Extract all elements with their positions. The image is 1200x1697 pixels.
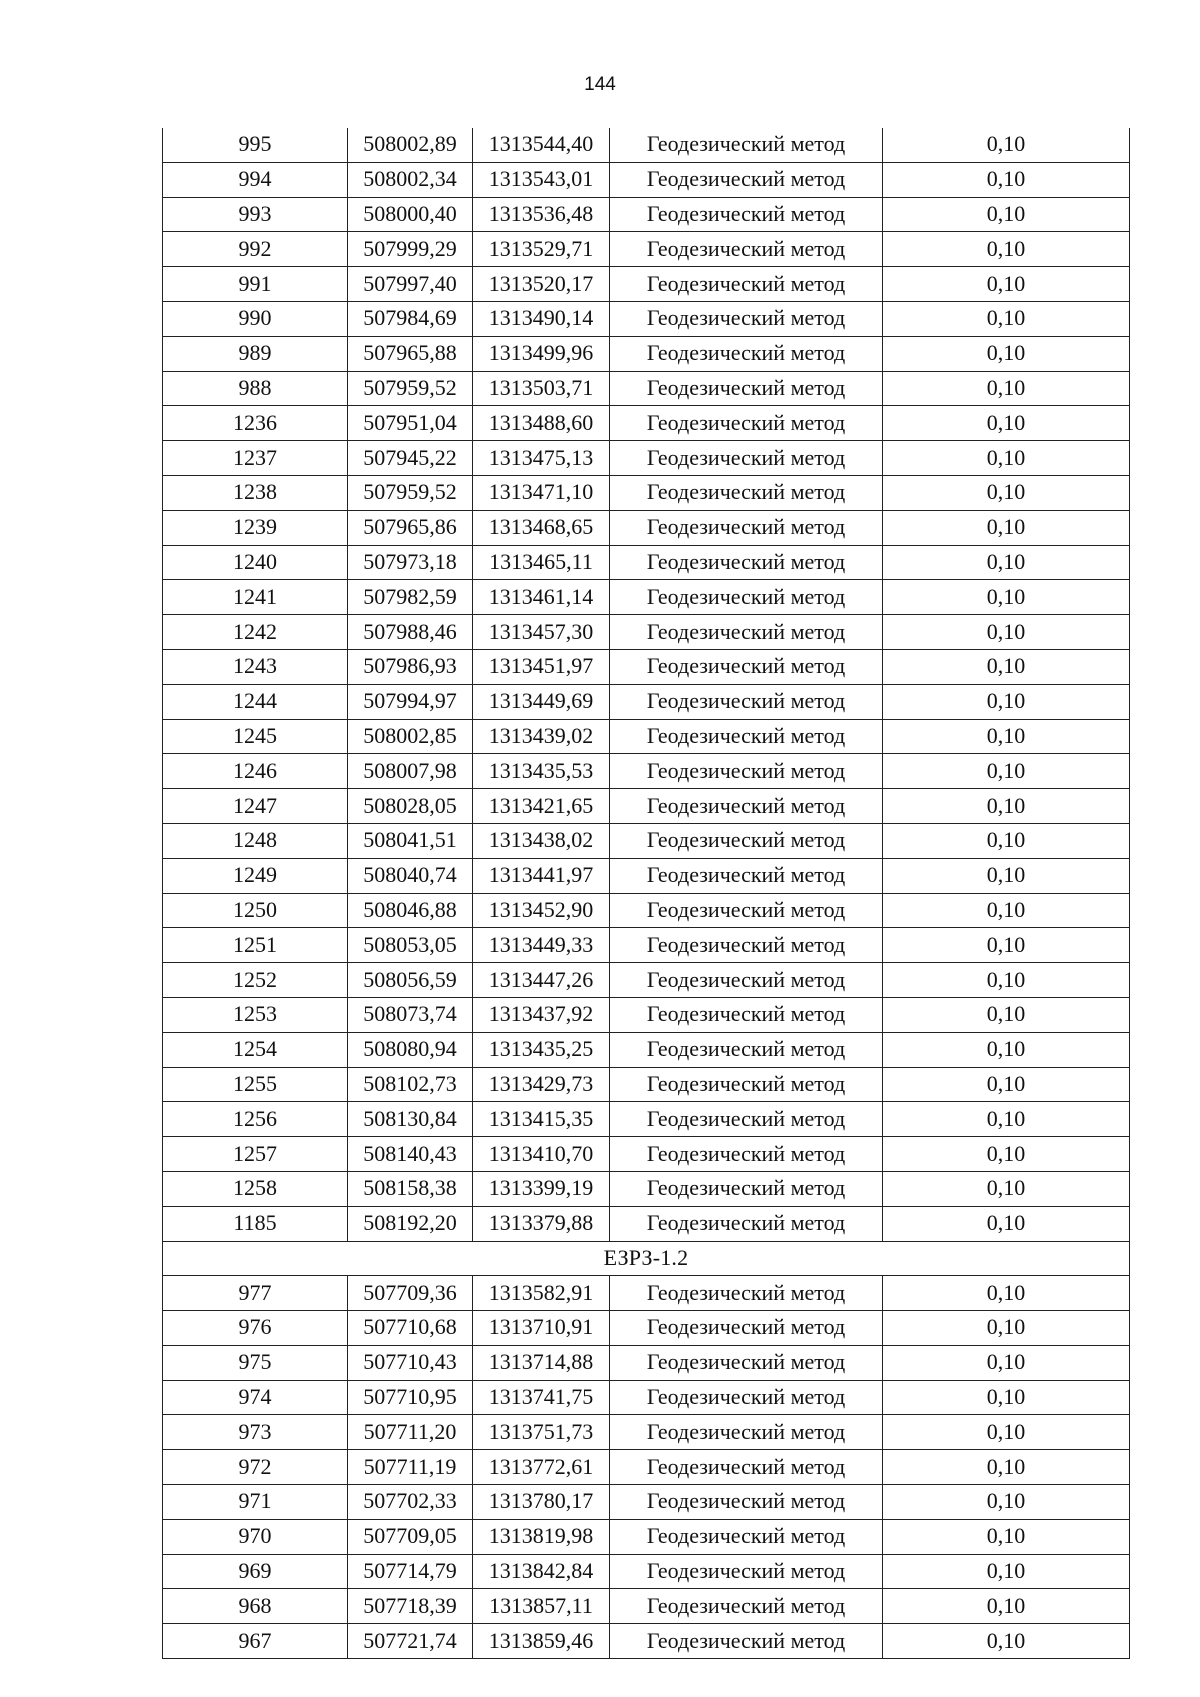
y-coordinate-cell: 1313536,48 <box>473 197 610 232</box>
table-row <box>163 1554 1130 1589</box>
y-coordinate-cell: 1313714,88 <box>473 1345 610 1380</box>
table-row <box>163 510 1130 545</box>
x-coordinate-cell: 507973,18 <box>348 545 473 580</box>
accuracy-cell: 0,10 <box>883 1067 1130 1102</box>
method-cell: Геодезический метод <box>610 475 883 510</box>
accuracy-cell: 0,10 <box>883 823 1130 858</box>
table-row <box>163 267 1130 302</box>
y-coordinate-cell: 1313772,61 <box>473 1450 610 1485</box>
table-row <box>163 1137 1130 1172</box>
accuracy-cell: 0,10 <box>883 232 1130 267</box>
x-coordinate-cell: 507982,59 <box>348 580 473 615</box>
y-coordinate-cell: 1313751,73 <box>473 1415 610 1450</box>
method-cell: Геодезический метод <box>610 1137 883 1172</box>
y-coordinate-cell: 1313461,14 <box>473 580 610 615</box>
table-row <box>163 615 1130 650</box>
table-row <box>163 1276 1130 1311</box>
y-coordinate-cell: 1313435,25 <box>473 1032 610 1067</box>
table-row <box>163 823 1130 858</box>
method-cell: Геодезический метод <box>610 719 883 754</box>
point-number-cell: 989 <box>163 336 348 371</box>
point-number-cell: 992 <box>163 232 348 267</box>
method-cell: Геодезический метод <box>610 128 883 162</box>
x-coordinate-cell: 507710,68 <box>348 1311 473 1346</box>
table-row <box>163 1345 1130 1380</box>
accuracy-cell: 0,10 <box>883 1137 1130 1172</box>
x-coordinate-cell: 507965,86 <box>348 510 473 545</box>
y-coordinate-cell: 1313520,17 <box>473 267 610 302</box>
y-coordinate-cell: 1313379,88 <box>473 1206 610 1241</box>
method-cell: Геодезический метод <box>610 1624 883 1659</box>
y-coordinate-cell: 1313468,65 <box>473 510 610 545</box>
y-coordinate-cell: 1313471,10 <box>473 475 610 510</box>
table-row <box>163 928 1130 963</box>
method-cell: Геодезический метод <box>610 1102 883 1137</box>
x-coordinate-cell: 507710,95 <box>348 1380 473 1415</box>
point-number-cell: 1258 <box>163 1171 348 1206</box>
accuracy-cell: 0,10 <box>883 1345 1130 1380</box>
accuracy-cell: 0,10 <box>883 1206 1130 1241</box>
x-coordinate-cell: 507959,52 <box>348 475 473 510</box>
y-coordinate-cell: 1313544,40 <box>473 128 610 162</box>
accuracy-cell: 0,10 <box>883 1415 1130 1450</box>
point-number-cell: 977 <box>163 1276 348 1311</box>
accuracy-cell: 0,10 <box>883 719 1130 754</box>
table-row <box>163 1067 1130 1102</box>
accuracy-cell: 0,10 <box>883 1032 1130 1067</box>
table-row <box>163 997 1130 1032</box>
method-cell: Геодезический метод <box>610 1450 883 1485</box>
method-cell: Геодезический метод <box>610 789 883 824</box>
y-coordinate-cell: 1313857,11 <box>473 1589 610 1624</box>
method-cell: Геодезический метод <box>610 336 883 371</box>
x-coordinate-cell: 507711,19 <box>348 1450 473 1485</box>
point-number-cell: 1257 <box>163 1137 348 1172</box>
point-number-cell: 967 <box>163 1624 348 1659</box>
method-cell: Геодезический метод <box>610 406 883 441</box>
y-coordinate-cell: 1313421,65 <box>473 789 610 824</box>
y-coordinate-cell: 1313429,73 <box>473 1067 610 1102</box>
table-row <box>163 301 1130 336</box>
point-number-cell: 968 <box>163 1589 348 1624</box>
y-coordinate-cell: 1313499,96 <box>473 336 610 371</box>
x-coordinate-cell: 508046,88 <box>348 893 473 928</box>
table-row <box>163 1206 1130 1241</box>
section-header-row <box>163 1241 1130 1276</box>
x-coordinate-cell: 507988,46 <box>348 615 473 650</box>
y-coordinate-cell: 1313449,33 <box>473 928 610 963</box>
method-cell: Геодезический метод <box>610 232 883 267</box>
y-coordinate-cell: 1313457,30 <box>473 615 610 650</box>
x-coordinate-cell: 508073,74 <box>348 997 473 1032</box>
table-row <box>163 1624 1130 1659</box>
point-number-cell: 973 <box>163 1415 348 1450</box>
coordinates-table-body <box>163 128 1130 1659</box>
method-cell: Геодезический метод <box>610 441 883 476</box>
point-number-cell: 995 <box>163 128 348 162</box>
method-cell: Геодезический метод <box>610 1171 883 1206</box>
point-number-cell: 969 <box>163 1554 348 1589</box>
accuracy-cell: 0,10 <box>883 649 1130 684</box>
method-cell: Геодезический метод <box>610 162 883 197</box>
point-number-cell: 1243 <box>163 649 348 684</box>
x-coordinate-cell: 508007,98 <box>348 754 473 789</box>
method-cell: Геодезический метод <box>610 1415 883 1450</box>
y-coordinate-cell: 1313449,69 <box>473 684 610 719</box>
table-row <box>163 162 1130 197</box>
x-coordinate-cell: 507721,74 <box>348 1624 473 1659</box>
y-coordinate-cell: 1313415,35 <box>473 1102 610 1137</box>
y-coordinate-cell: 1313503,71 <box>473 371 610 406</box>
y-coordinate-cell: 1313465,11 <box>473 545 610 580</box>
y-coordinate-cell: 1313452,90 <box>473 893 610 928</box>
accuracy-cell: 0,10 <box>883 1276 1130 1311</box>
x-coordinate-cell: 507714,79 <box>348 1554 473 1589</box>
table-row <box>163 475 1130 510</box>
accuracy-cell: 0,10 <box>883 1519 1130 1554</box>
y-coordinate-cell: 1313490,14 <box>473 301 610 336</box>
y-coordinate-cell: 1313441,97 <box>473 858 610 893</box>
y-coordinate-cell: 1313447,26 <box>473 963 610 998</box>
x-coordinate-cell: 508041,51 <box>348 823 473 858</box>
x-coordinate-cell: 508000,40 <box>348 197 473 232</box>
method-cell: Геодезический метод <box>610 1276 883 1311</box>
y-coordinate-cell: 1313399,19 <box>473 1171 610 1206</box>
method-cell: Геодезический метод <box>610 1380 883 1415</box>
x-coordinate-cell: 507945,22 <box>348 441 473 476</box>
point-number-cell: 1252 <box>163 963 348 998</box>
point-number-cell: 1242 <box>163 615 348 650</box>
accuracy-cell: 0,10 <box>883 893 1130 928</box>
x-coordinate-cell: 508158,38 <box>348 1171 473 1206</box>
method-cell: Геодезический метод <box>610 1485 883 1520</box>
x-coordinate-cell: 507709,05 <box>348 1519 473 1554</box>
table-row <box>163 441 1130 476</box>
x-coordinate-cell: 508056,59 <box>348 963 473 998</box>
x-coordinate-cell: 507710,43 <box>348 1345 473 1380</box>
point-number-cell: 994 <box>163 162 348 197</box>
point-number-cell: 1256 <box>163 1102 348 1137</box>
y-coordinate-cell: 1313451,97 <box>473 649 610 684</box>
accuracy-cell: 0,10 <box>883 162 1130 197</box>
x-coordinate-cell: 508002,85 <box>348 719 473 754</box>
accuracy-cell: 0,10 <box>883 1380 1130 1415</box>
table-row <box>163 893 1130 928</box>
point-number-cell: 1240 <box>163 545 348 580</box>
method-cell: Геодезический метод <box>610 267 883 302</box>
accuracy-cell: 0,10 <box>883 684 1130 719</box>
point-number-cell: 1250 <box>163 893 348 928</box>
accuracy-cell: 0,10 <box>883 1171 1130 1206</box>
y-coordinate-cell: 1313439,02 <box>473 719 610 754</box>
accuracy-cell: 0,10 <box>883 1311 1130 1346</box>
accuracy-cell: 0,10 <box>883 615 1130 650</box>
point-number-cell: 972 <box>163 1450 348 1485</box>
y-coordinate-cell: 1313842,84 <box>473 1554 610 1589</box>
x-coordinate-cell: 508053,05 <box>348 928 473 963</box>
y-coordinate-cell: 1313410,70 <box>473 1137 610 1172</box>
accuracy-cell: 0,10 <box>883 789 1130 824</box>
method-cell: Геодезический метод <box>610 1311 883 1346</box>
accuracy-cell: 0,10 <box>883 1485 1130 1520</box>
point-number-cell: 1237 <box>163 441 348 476</box>
y-coordinate-cell: 1313741,75 <box>473 1380 610 1415</box>
table-row <box>163 128 1130 162</box>
method-cell: Геодезический метод <box>610 649 883 684</box>
table-row <box>163 580 1130 615</box>
method-cell: Геодезический метод <box>610 1589 883 1624</box>
x-coordinate-cell: 508002,34 <box>348 162 473 197</box>
y-coordinate-cell: 1313529,71 <box>473 232 610 267</box>
method-cell: Геодезический метод <box>610 1345 883 1380</box>
x-coordinate-cell: 508028,05 <box>348 789 473 824</box>
y-coordinate-cell: 1313819,98 <box>473 1519 610 1554</box>
method-cell: Геодезический метод <box>610 545 883 580</box>
method-cell: Геодезический метод <box>610 858 883 893</box>
accuracy-cell: 0,10 <box>883 267 1130 302</box>
point-number-cell: 1245 <box>163 719 348 754</box>
accuracy-cell: 0,10 <box>883 406 1130 441</box>
accuracy-cell: 0,10 <box>883 475 1130 510</box>
accuracy-cell: 0,10 <box>883 963 1130 998</box>
table-row <box>163 1415 1130 1450</box>
table-row <box>163 1519 1130 1554</box>
table-row <box>163 1380 1130 1415</box>
point-number-cell: 991 <box>163 267 348 302</box>
table-row <box>163 1102 1130 1137</box>
x-coordinate-cell: 508192,20 <box>348 1206 473 1241</box>
x-coordinate-cell: 507959,52 <box>348 371 473 406</box>
y-coordinate-cell: 1313859,46 <box>473 1624 610 1659</box>
method-cell: Геодезический метод <box>610 893 883 928</box>
x-coordinate-cell: 507999,29 <box>348 232 473 267</box>
point-number-cell: 1238 <box>163 475 348 510</box>
x-coordinate-cell: 507709,36 <box>348 1276 473 1311</box>
table-row <box>163 1171 1130 1206</box>
y-coordinate-cell: 1313780,17 <box>473 1485 610 1520</box>
table-row <box>163 858 1130 893</box>
table-row <box>163 649 1130 684</box>
accuracy-cell: 0,10 <box>883 545 1130 580</box>
point-number-cell: 1253 <box>163 997 348 1032</box>
method-cell: Геодезический метод <box>610 615 883 650</box>
accuracy-cell: 0,10 <box>883 371 1130 406</box>
x-coordinate-cell: 507711,20 <box>348 1415 473 1450</box>
y-coordinate-cell: 1313488,60 <box>473 406 610 441</box>
method-cell: Геодезический метод <box>610 1067 883 1102</box>
point-number-cell: 990 <box>163 301 348 336</box>
method-cell: Геодезический метод <box>610 371 883 406</box>
table-row <box>163 754 1130 789</box>
x-coordinate-cell: 508002,89 <box>348 128 473 162</box>
x-coordinate-cell: 507994,97 <box>348 684 473 719</box>
y-coordinate-cell: 1313437,92 <box>473 997 610 1032</box>
accuracy-cell: 0,10 <box>883 197 1130 232</box>
method-cell: Геодезический метод <box>610 1032 883 1067</box>
method-cell: Геодезический метод <box>610 928 883 963</box>
point-number-cell: 1249 <box>163 858 348 893</box>
table-row <box>163 789 1130 824</box>
point-number-cell: 988 <box>163 371 348 406</box>
accuracy-cell: 0,10 <box>883 928 1130 963</box>
method-cell: Геодезический метод <box>610 684 883 719</box>
method-cell: Геодезический метод <box>610 754 883 789</box>
table-row <box>163 545 1130 580</box>
method-cell: Геодезический метод <box>610 963 883 998</box>
x-coordinate-cell: 508040,74 <box>348 858 473 893</box>
table-row <box>163 1311 1130 1346</box>
section-title: ЕЗРЗ-1.2 <box>163 1241 1130 1276</box>
accuracy-cell: 0,10 <box>883 580 1130 615</box>
accuracy-cell: 0,10 <box>883 1102 1130 1137</box>
point-number-cell: 970 <box>163 1519 348 1554</box>
table-row <box>163 336 1130 371</box>
accuracy-cell: 0,10 <box>883 754 1130 789</box>
point-number-cell: 1247 <box>163 789 348 824</box>
x-coordinate-cell: 508080,94 <box>348 1032 473 1067</box>
point-number-cell: 1236 <box>163 406 348 441</box>
y-coordinate-cell: 1313582,91 <box>473 1276 610 1311</box>
point-number-cell: 1255 <box>163 1067 348 1102</box>
y-coordinate-cell: 1313435,53 <box>473 754 610 789</box>
accuracy-cell: 0,10 <box>883 128 1130 162</box>
point-number-cell: 971 <box>163 1485 348 1520</box>
method-cell: Геодезический метод <box>610 1519 883 1554</box>
accuracy-cell: 0,10 <box>883 997 1130 1032</box>
point-number-cell: 1241 <box>163 580 348 615</box>
table-row <box>163 684 1130 719</box>
accuracy-cell: 0,10 <box>883 1589 1130 1624</box>
x-coordinate-cell: 508140,43 <box>348 1137 473 1172</box>
accuracy-cell: 0,10 <box>883 1554 1130 1589</box>
table-row <box>163 371 1130 406</box>
y-coordinate-cell: 1313710,91 <box>473 1311 610 1346</box>
point-number-cell: 974 <box>163 1380 348 1415</box>
point-number-cell: 1251 <box>163 928 348 963</box>
x-coordinate-cell: 507718,39 <box>348 1589 473 1624</box>
method-cell: Геодезический метод <box>610 1554 883 1589</box>
table-row <box>163 1485 1130 1520</box>
x-coordinate-cell: 508130,84 <box>348 1102 473 1137</box>
table-row <box>163 232 1130 267</box>
table-row <box>163 1032 1130 1067</box>
method-cell: Геодезический метод <box>610 510 883 545</box>
x-coordinate-cell: 507984,69 <box>348 301 473 336</box>
x-coordinate-cell: 508102,73 <box>348 1067 473 1102</box>
x-coordinate-cell: 507951,04 <box>348 406 473 441</box>
page-number: 144 <box>584 74 616 95</box>
method-cell: Геодезический метод <box>610 580 883 615</box>
point-number-cell: 1244 <box>163 684 348 719</box>
x-coordinate-cell: 507997,40 <box>348 267 473 302</box>
method-cell: Геодезический метод <box>610 301 883 336</box>
y-coordinate-cell: 1313543,01 <box>473 162 610 197</box>
y-coordinate-cell: 1313475,13 <box>473 441 610 476</box>
table-row <box>163 406 1130 441</box>
x-coordinate-cell: 507986,93 <box>348 649 473 684</box>
point-number-cell: 1239 <box>163 510 348 545</box>
point-number-cell: 1248 <box>163 823 348 858</box>
accuracy-cell: 0,10 <box>883 336 1130 371</box>
accuracy-cell: 0,10 <box>883 301 1130 336</box>
table-row <box>163 719 1130 754</box>
table-row <box>163 1589 1130 1624</box>
point-number-cell: 1254 <box>163 1032 348 1067</box>
point-number-cell: 993 <box>163 197 348 232</box>
accuracy-cell: 0,10 <box>883 1624 1130 1659</box>
x-coordinate-cell: 507702,33 <box>348 1485 473 1520</box>
method-cell: Геодезический метод <box>610 997 883 1032</box>
accuracy-cell: 0,10 <box>883 1450 1130 1485</box>
method-cell: Геодезический метод <box>610 197 883 232</box>
method-cell: Геодезический метод <box>610 823 883 858</box>
table-row <box>163 197 1130 232</box>
table-row <box>163 963 1130 998</box>
accuracy-cell: 0,10 <box>883 858 1130 893</box>
point-number-cell: 975 <box>163 1345 348 1380</box>
x-coordinate-cell: 507965,88 <box>348 336 473 371</box>
point-number-cell: 1246 <box>163 754 348 789</box>
point-number-cell: 1185 <box>163 1206 348 1241</box>
point-number-cell: 976 <box>163 1311 348 1346</box>
accuracy-cell: 0,10 <box>883 510 1130 545</box>
method-cell: Геодезический метод <box>610 1206 883 1241</box>
coordinates-table <box>162 128 1130 1659</box>
table-row <box>163 1450 1130 1485</box>
accuracy-cell: 0,10 <box>883 441 1130 476</box>
y-coordinate-cell: 1313438,02 <box>473 823 610 858</box>
